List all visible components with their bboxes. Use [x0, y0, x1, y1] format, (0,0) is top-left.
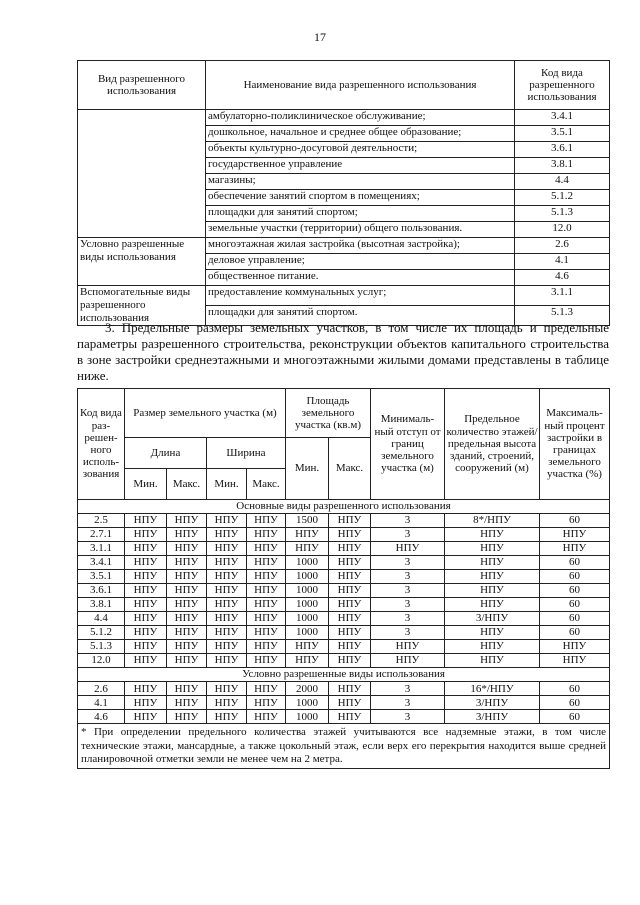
table-cell: НПУ [207, 584, 247, 598]
section-paragraph [77, 320, 609, 384]
table-cell: 60 [540, 682, 610, 696]
table-cell: НПУ [167, 556, 207, 570]
use-code-cell: 3.5.1 [515, 126, 610, 142]
table-cell: НПУ [167, 612, 207, 626]
table-cell: 1000 [286, 710, 329, 724]
table-cell: НПУ [329, 542, 371, 556]
table-row [78, 626, 610, 640]
table-cell: НПУ [167, 710, 207, 724]
table-cell: НПУ [247, 612, 286, 626]
table-cell: НПУ [540, 528, 610, 542]
table-cell: НПУ [125, 654, 167, 668]
table-cell: 2000 [286, 682, 329, 696]
table-cell: НПУ [207, 710, 247, 724]
table-row [78, 542, 610, 556]
table-cell: 60 [540, 598, 610, 612]
table-row [78, 286, 610, 306]
header-width-max: Макс. [247, 469, 286, 500]
use-name-cell: государственное управление [206, 158, 515, 174]
header-floors: Предельное количество этажей/ предельная высота зданий, строений, сооружений (м) [445, 389, 540, 500]
table-cell: НПУ [207, 682, 247, 696]
use-name-cell: предоставление коммунальных услуг; [206, 286, 515, 306]
table-cell: НПУ [329, 626, 371, 640]
table-cell: НПУ [286, 654, 329, 668]
table-cell: НПУ [329, 598, 371, 612]
table-cell: 4.4 [78, 612, 125, 626]
table-row [78, 584, 610, 598]
table-cell: НПУ [125, 528, 167, 542]
table-cell: 60 [540, 556, 610, 570]
permitted-use-table [77, 60, 610, 326]
table-cell: 5.1.2 [78, 626, 125, 640]
use-group-label: Условно разрешенные виды использования [78, 238, 206, 286]
table-cell: НПУ [247, 598, 286, 612]
header-setback: Минималь-ный отступ от границ земельного участка (м) [371, 389, 445, 500]
table-cell: НПУ [247, 696, 286, 710]
table-cell: НПУ [540, 654, 610, 668]
use-code-cell: 3.4.1 [515, 110, 610, 126]
table-cell: НПУ [540, 542, 610, 556]
table-cell: НПУ [167, 682, 207, 696]
table-cell: 3/НПУ [445, 612, 540, 626]
table-cell: 12.0 [78, 654, 125, 668]
table-cell: 3 [371, 570, 445, 584]
table-cell: 3 [371, 626, 445, 640]
header-size: Размер земельного участка (м) [125, 389, 286, 438]
table-row [78, 696, 610, 710]
table-cell: 60 [540, 570, 610, 584]
paragraph-text: 3. Предельные размеры земельных участков, в том числе их площадь и предельные параметры разрешенного строительства, реконструкции объектов капитального строительства в зоне застройки среднеэтажными и многоэтажными жилыми домами представлены в таблице ниже. [77, 320, 609, 383]
table-cell: 60 [540, 710, 610, 724]
table-cell: НПУ [207, 570, 247, 584]
table-cell: НПУ [167, 570, 207, 584]
table-cell: НПУ [540, 640, 610, 654]
table-cell: НПУ [167, 640, 207, 654]
table-row [78, 612, 610, 626]
table-cell: НПУ [329, 654, 371, 668]
table-cell: 3 [371, 514, 445, 528]
table-cell: 1500 [286, 514, 329, 528]
table-cell: НПУ [207, 542, 247, 556]
use-code-cell: 3.8.1 [515, 158, 610, 174]
table-cell: НПУ [329, 584, 371, 598]
table-cell: НПУ [247, 710, 286, 724]
table-cell: 60 [540, 514, 610, 528]
header-code: Код вида раз-решен-ного исполь-зования [78, 389, 125, 500]
table-cell: НПУ [445, 556, 540, 570]
table-row [78, 682, 610, 696]
header-coverage: Максималь-ный процент застройки в границах земельного участка (%) [540, 389, 610, 500]
header-width: Ширина [207, 438, 286, 469]
table-cell: НПУ [445, 640, 540, 654]
table-cell: НПУ [125, 584, 167, 598]
table-cell: НПУ [445, 584, 540, 598]
use-name-cell: объекты культурно-досуговой деятельности; [206, 142, 515, 158]
table-cell: НПУ [247, 556, 286, 570]
use-name-cell: магазины; [206, 174, 515, 190]
table-cell: НПУ [329, 710, 371, 724]
table-cell: НПУ [125, 626, 167, 640]
table-cell: НПУ [445, 570, 540, 584]
table-row [78, 238, 610, 254]
table-cell: НПУ [329, 528, 371, 542]
use-name-cell: амбулаторно-поликлиническое обслуживание; [206, 110, 515, 126]
use-code-cell: 3.6.1 [515, 142, 610, 158]
table-row [78, 528, 610, 542]
table-cell: НПУ [125, 570, 167, 584]
table-cell: НПУ [167, 542, 207, 556]
table-cell: 1000 [286, 598, 329, 612]
table-cell: 3/НПУ [445, 696, 540, 710]
table-row [78, 514, 610, 528]
table-cell: НПУ [329, 514, 371, 528]
table-cell: НПУ [445, 598, 540, 612]
table-cell: 3.8.1 [78, 598, 125, 612]
use-name-cell: общественное питание. [206, 270, 515, 286]
table-cell: НПУ [247, 570, 286, 584]
table-cell: НПУ [125, 710, 167, 724]
table-cell: НПУ [247, 514, 286, 528]
table-cell: НПУ [125, 542, 167, 556]
table-cell: НПУ [167, 654, 207, 668]
table-cell: НПУ [329, 556, 371, 570]
use-code-cell: 5.1.2 [515, 190, 610, 206]
table-cell: 60 [540, 584, 610, 598]
table-cell: НПУ [207, 654, 247, 668]
table-cell: 2.7.1 [78, 528, 125, 542]
header-area-max: Макс. [329, 438, 371, 500]
table-cell: 3 [371, 528, 445, 542]
table-cell: НПУ [247, 626, 286, 640]
use-code-cell: 4.1 [515, 254, 610, 270]
table-row [78, 710, 610, 724]
table-cell: НПУ [371, 654, 445, 668]
table-cell: НПУ [167, 696, 207, 710]
section-row [78, 500, 610, 514]
table-cell: НПУ [247, 640, 286, 654]
table-cell: НПУ [207, 556, 247, 570]
table-cell: 3.1.1 [78, 542, 125, 556]
table-row [78, 598, 610, 612]
table-cell: НПУ [247, 584, 286, 598]
section-title: Условно разрешенные виды использования [78, 668, 610, 682]
table-cell: НПУ [445, 626, 540, 640]
use-code-cell: 3.1.1 [515, 286, 610, 306]
table-cell: НПУ [445, 528, 540, 542]
table-cell: 16*/НПУ [445, 682, 540, 696]
table-cell: 60 [540, 612, 610, 626]
table-cell: НПУ [125, 598, 167, 612]
use-group-label [78, 110, 206, 238]
table-cell: 60 [540, 626, 610, 640]
table-cell: 2.5 [78, 514, 125, 528]
table-cell: 3 [371, 598, 445, 612]
table-cell: НПУ [371, 640, 445, 654]
table-cell: НПУ [125, 696, 167, 710]
table-cell: 1000 [286, 612, 329, 626]
table-cell: НПУ [167, 598, 207, 612]
table-cell: НПУ [167, 584, 207, 598]
use-name-cell: дошкольное, начальное и среднее общее образование; [206, 126, 515, 142]
table-cell: 3 [371, 696, 445, 710]
header-area-min: Мин. [286, 438, 329, 500]
table-row [78, 556, 610, 570]
table-cell: НПУ [207, 612, 247, 626]
table-cell: 2.6 [78, 682, 125, 696]
table-cell: НПУ [207, 640, 247, 654]
use-name-cell: земельные участки (территории) общего пользования. [206, 222, 515, 238]
table-cell: 4.6 [78, 710, 125, 724]
header-use-type: Вид разрешенного использования [78, 61, 206, 110]
table-cell: 1000 [286, 696, 329, 710]
table-cell: 60 [540, 696, 610, 710]
table-footnote: * При определении предельного количества этажей учитываются все надземные этажи, в том числе технические этажи, мансардные, а также цокольный этаж, если верх его перекрытия находится выше средней планировочной отметки земли не менее чем на 2 метра. [78, 724, 610, 769]
header-length-min: Мин. [125, 469, 167, 500]
header-use-code: Код вида разрешенного использования [515, 61, 610, 110]
table-cell: НПУ [371, 542, 445, 556]
table-cell: 3.5.1 [78, 570, 125, 584]
table-cell: НПУ [329, 696, 371, 710]
header-length: Длина [125, 438, 207, 469]
section-title: Основные виды разрешенного использования [78, 500, 610, 514]
header-length-max: Макс. [167, 469, 207, 500]
table-cell: НПУ [286, 542, 329, 556]
header-use-name: Наименование вида разрешенного использования [206, 61, 515, 110]
table-cell: НПУ [247, 682, 286, 696]
table-cell: НПУ [167, 528, 207, 542]
table-cell: 3.4.1 [78, 556, 125, 570]
table-cell: НПУ [247, 528, 286, 542]
table-cell: НПУ [207, 696, 247, 710]
use-code-cell: 4.6 [515, 270, 610, 286]
table-cell: 3 [371, 556, 445, 570]
header-width-min: Мин. [207, 469, 247, 500]
table-cell: НПУ [329, 612, 371, 626]
table-cell: НПУ [207, 626, 247, 640]
section-row [78, 668, 610, 682]
table-row [78, 640, 610, 654]
use-name-cell: площадки для занятий спортом. [206, 306, 515, 326]
table-cell: 3 [371, 584, 445, 598]
table-cell: НПУ [247, 654, 286, 668]
page-number: 17 [314, 30, 326, 44]
parameters-table [77, 388, 610, 769]
table-cell: НПУ [247, 542, 286, 556]
use-name-cell: деловое управление; [206, 254, 515, 270]
use-name-cell: площадки для занятий спортом; [206, 206, 515, 222]
table-cell: 1000 [286, 626, 329, 640]
table-cell: 1000 [286, 556, 329, 570]
use-code-cell: 5.1.3 [515, 306, 610, 326]
table-cell: НПУ [445, 654, 540, 668]
table-cell: НПУ [207, 528, 247, 542]
table-cell: НПУ [286, 528, 329, 542]
table-row [78, 654, 610, 668]
table-cell: НПУ [125, 556, 167, 570]
use-code-cell: 12.0 [515, 222, 610, 238]
table-cell: НПУ [329, 640, 371, 654]
use-code-cell: 5.1.3 [515, 206, 610, 222]
table-cell: 8*/НПУ [445, 514, 540, 528]
use-code-cell: 2.6 [515, 238, 610, 254]
use-name-cell: многоэтажная жилая застройка (высотная застройка); [206, 238, 515, 254]
table-cell: 3/НПУ [445, 710, 540, 724]
table-cell: НПУ [125, 682, 167, 696]
table-cell: НПУ [125, 640, 167, 654]
table-cell: 3 [371, 612, 445, 626]
use-name-cell: обеспечение занятий спортом в помещениях; [206, 190, 515, 206]
table-cell: 3 [371, 682, 445, 696]
table-row [78, 570, 610, 584]
table-cell: НПУ [207, 514, 247, 528]
table-cell: НПУ [125, 514, 167, 528]
table-row [78, 110, 610, 126]
table-cell: 1000 [286, 584, 329, 598]
use-code-cell: 4.4 [515, 174, 610, 190]
table-cell: НПУ [445, 542, 540, 556]
table-cell: 1000 [286, 570, 329, 584]
table-header-row [78, 61, 610, 110]
table-cell: НПУ [329, 682, 371, 696]
table-cell: 3.6.1 [78, 584, 125, 598]
table-cell: НПУ [286, 640, 329, 654]
table-cell: 4.1 [78, 696, 125, 710]
table-cell: НПУ [125, 612, 167, 626]
table-cell: 5.1.3 [78, 640, 125, 654]
use-group-label: Вспомогательные виды разрешенного использования [78, 286, 206, 326]
table-cell: НПУ [167, 514, 207, 528]
table-cell: НПУ [329, 570, 371, 584]
table-cell: НПУ [167, 626, 207, 640]
header-area: Площадь земельного участка (кв.м) [286, 389, 371, 438]
table-cell: 3 [371, 710, 445, 724]
table-cell: НПУ [207, 598, 247, 612]
